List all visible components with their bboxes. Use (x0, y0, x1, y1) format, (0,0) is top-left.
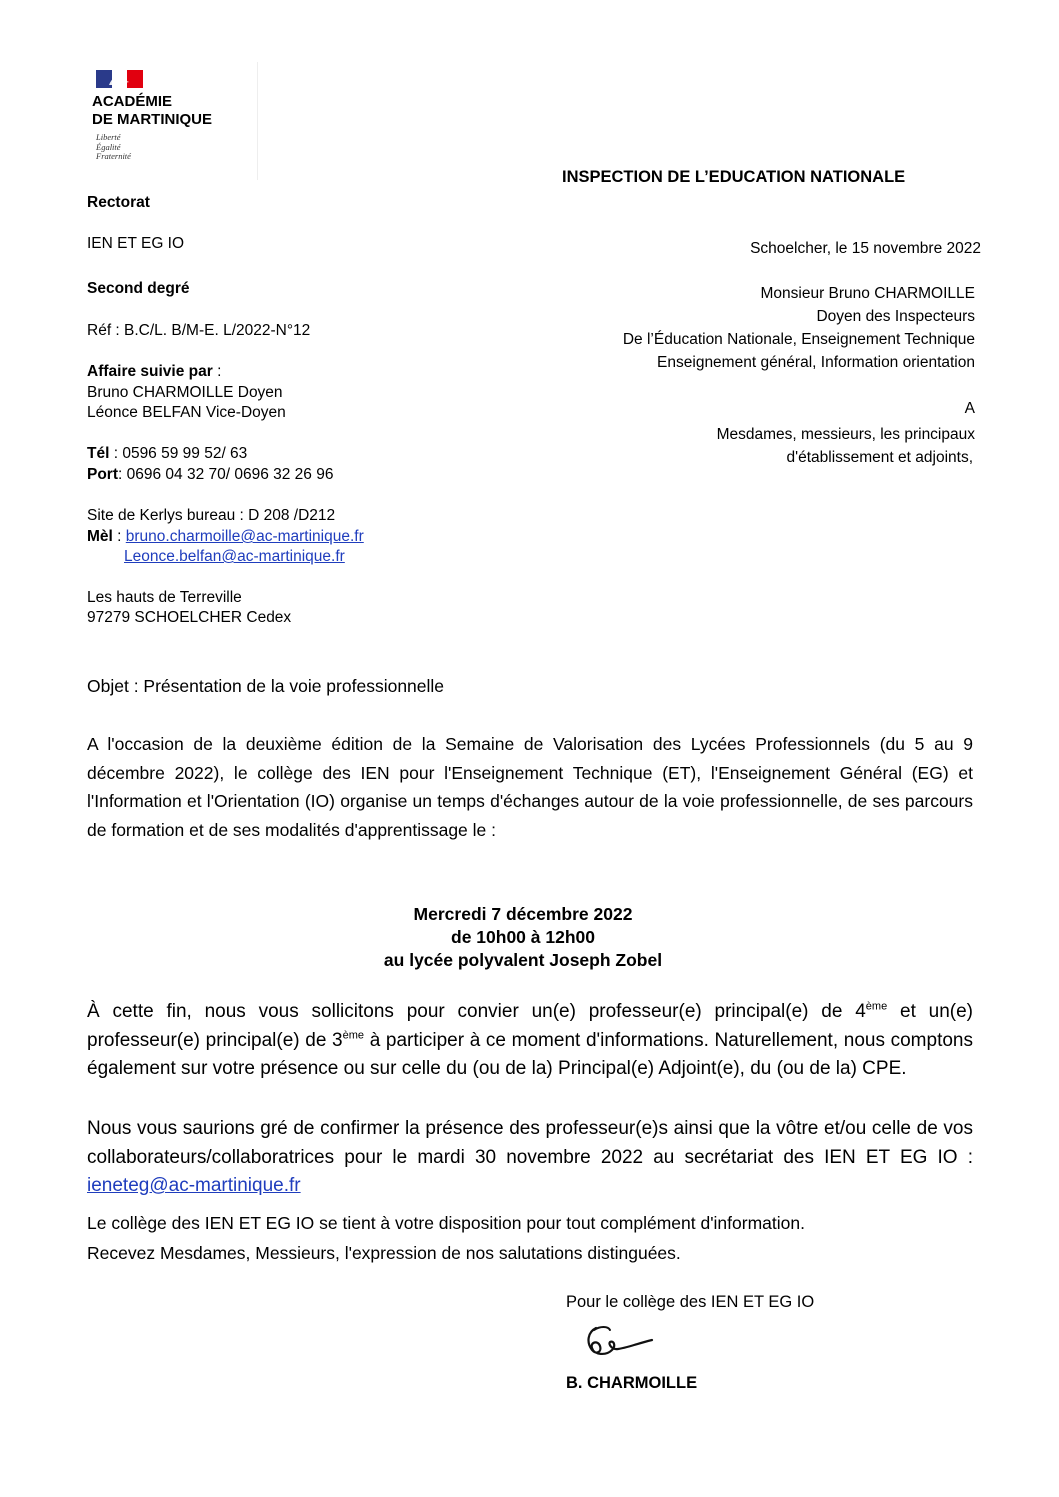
paragraph-confirm (87, 1115, 973, 1201)
closing-line-2: Recevez Mesdames, Messieurs, l'expression de nos salutations distinguées. (87, 1243, 681, 1263)
email-link-charmoille[interactable]: bruno.charmoille@ac-martinique.fr (125, 528, 364, 545)
meeting-place: au lycée polyvalent Joseph Zobel (383, 950, 663, 970)
affaire-label: Affaire suivie par (87, 363, 213, 380)
sidebar-mel-2 (124, 547, 345, 567)
marianne-flag-icon (96, 70, 143, 88)
follower-2: Léonce BELFAN Vice-Doyen (87, 404, 286, 421)
port-value: : 0696 04 32 70/ 0696 32 26 96 (118, 466, 334, 483)
sup-4eme: ème (865, 1000, 888, 1013)
motto-liberte: Liberté (96, 132, 121, 142)
letter-date: Schoelcher, le 15 novembre 2022 (750, 240, 981, 257)
signature-intro: Pour le collège des IEN ET EG IO (566, 1293, 815, 1311)
address-line-1: Les hauts de Terreville (87, 589, 242, 606)
sidebar-reference: Réf : B.C/L. B/M-E. L/2022-N°12 (87, 322, 311, 339)
sender-line-4: Enseignement général, Information orientation (657, 354, 975, 371)
mel-sep: : (112, 528, 126, 545)
sidebar-tel (87, 444, 247, 464)
sup-3eme: ème (342, 1029, 365, 1042)
meeting-date: Mercredi 7 décembre 2022 (413, 904, 633, 924)
recipient-line-1: Mesdames, messieurs, les principaux (716, 426, 975, 443)
paragraph-intro: A l'occasion de la deuxième édition de la Semaine de Valorisation des Lycées Professionnels (du 5 au 9 décembre 2022), le collège des IEN pour l'Enseignement Technique (ET), l'Enseignement Général (EG) et l'Information et l'Orientation (IO) organise un temps d'échanges autour de la voie professionnelle, de ses parcours de formation et de ses modalités d'apprentissage le : (87, 734, 973, 840)
header-title: INSPECTION DE L’EDUCATION NATIONALE (562, 168, 906, 186)
logo-line1: ACADÉMIE (92, 93, 173, 110)
port-label: Port (87, 466, 118, 483)
sender-line-3: De l’Éducation Nationale, Enseignement Technique (622, 331, 975, 348)
logo-motto (96, 133, 131, 162)
logo-divider (257, 62, 258, 180)
tel-value: : 0596 59 99 52/ 63 (109, 445, 248, 462)
sidebar-affaire (87, 362, 221, 382)
sender-line-1: Monsieur Bruno CHARMOILLE (760, 285, 975, 302)
meeting-details (87, 903, 959, 972)
motto-egalite: Égalité (96, 141, 121, 152)
follower-1: Bruno CHARMOILLE Doyen (87, 384, 283, 401)
handwritten-signature-icon (582, 1322, 662, 1362)
signatory-name: B. CHARMOILLE (566, 1374, 698, 1392)
sidebar-second-degre: Second degré (87, 280, 190, 297)
sender-line-2: Doyen des Inspecteurs (816, 308, 975, 325)
sidebar-service: IEN ET EG IO (87, 235, 185, 252)
email-link-ieneteg[interactable]: ieneteg@ac-martinique.fr (87, 1175, 301, 1196)
paragraph-request (87, 998, 973, 1084)
recipient-line-2: d'établissement et adjoints, (786, 449, 973, 466)
recipient-prefix: A (964, 400, 975, 417)
confirm-text: Nous vous saurions gré de confirmer la présence des professeur(e)s ainsi que la vôtre et/ou celle de vos collaborateurs/collaboratrices pour le mardi 30 novembre 2022 au secrétariat des IEN ET EG IO : (87, 1118, 973, 1168)
tel-label: Tél (87, 445, 110, 462)
request-part-c: à participer à ce moment d'informations. Naturellement, nous comptons également sur votre présence ou sur celle du (ou de la) Principal(e) Adjoint(e), du (ou de la) CPE. (87, 1029, 973, 1079)
request-part-a: À cette fin, nous vous sollicitons pour convier un(e) professeur(e) principal(e) de 4 (87, 1001, 866, 1022)
request-part-b: et un(e) professeur(e) principal(e) de 3 (87, 1001, 973, 1051)
closing-block (87, 1208, 805, 1268)
sidebar-rectorat: Rectorat (87, 194, 150, 211)
closing-line-1: Le collège des IEN ET EG IO se tient à votre disposition pour tout complément d'information. (87, 1213, 805, 1233)
meeting-time: de 10h00 à 12h00 (451, 927, 595, 947)
letter-subject: Objet : Présentation de la voie professionnelle (87, 676, 445, 696)
academie-logo (92, 68, 262, 180)
sidebar-mel (87, 527, 364, 547)
sidebar-port (87, 465, 333, 485)
affaire-colon: : (212, 363, 222, 380)
email-link-belfan[interactable]: Leonce.belfan@ac-martinique.fr (124, 548, 345, 565)
sidebar-site: Site de Kerlys bureau : D 208 /D212 (87, 507, 336, 524)
motto-fraternite: Fraternité (96, 151, 131, 161)
address-line-2: 97279 SCHOELCHER Cedex (87, 609, 292, 626)
logo-line2: DE MARTINIQUE (92, 111, 212, 128)
mel-label: Mèl (87, 528, 113, 545)
